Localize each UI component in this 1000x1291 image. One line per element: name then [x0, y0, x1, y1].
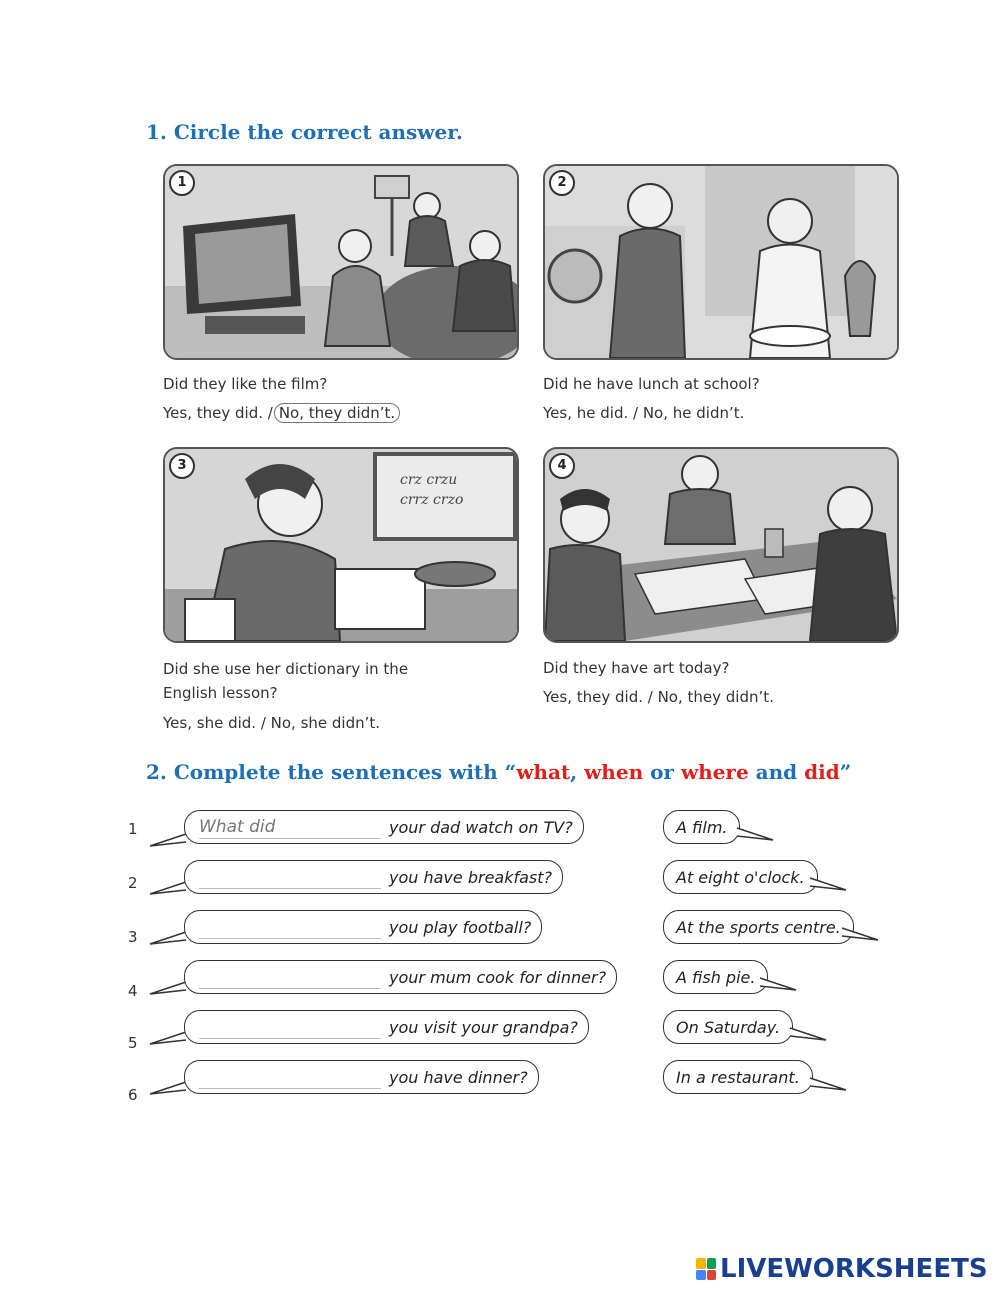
- speech-tail: [758, 976, 798, 994]
- question-text: you have dinner?: [389, 1067, 528, 1087]
- answer-text: A film.: [676, 817, 728, 837]
- panel-1-answer[interactable]: [163, 404, 400, 422]
- panel-2-answer[interactable]: Yes, he did. / No, he didn’t.: [543, 404, 745, 422]
- section-1-heading: 1. Circle the correct answer.: [146, 120, 463, 144]
- question-text: you play football?: [389, 917, 532, 937]
- illustration-panel-2: [543, 164, 899, 360]
- panel-2-question: Did he have lunch at school?: [543, 375, 760, 393]
- keyword-what: what: [516, 760, 571, 784]
- question-text: your dad watch on TV?: [389, 817, 573, 837]
- speech-tail: [735, 826, 775, 844]
- answer-blank[interactable]: What did: [199, 816, 381, 839]
- svg-text:crrz crzo: crrz crzo: [400, 492, 464, 508]
- row-number: 1: [128, 820, 138, 838]
- speech-tail: [788, 1026, 828, 1044]
- answer-bubble: [663, 910, 854, 944]
- section-2-heading: [146, 760, 851, 784]
- heading-close-quote: ”: [839, 760, 852, 784]
- logo-text: LIVEWORKSHEETS: [720, 1254, 988, 1284]
- illustration-panel-4: [543, 447, 899, 643]
- question-bubble: [184, 910, 542, 944]
- speech-tail: [148, 880, 188, 898]
- liveworksheets-logo: [696, 1254, 988, 1284]
- keyword-did: did: [804, 760, 840, 784]
- question-bubble: [184, 960, 617, 994]
- keyword-when: when: [584, 760, 644, 784]
- panel-1-answer-no-circled[interactable]: No, they didn’t.: [274, 403, 400, 423]
- illustration-panel-3: [163, 447, 519, 643]
- answer-blank[interactable]: [199, 966, 381, 989]
- question-text: you have breakfast?: [389, 867, 553, 887]
- panel-number-badge: 4: [549, 453, 575, 479]
- svg-text:crz crzu: crz crzu: [400, 472, 458, 488]
- row-number: 5: [128, 1034, 138, 1052]
- answer-bubble: [663, 1060, 813, 1094]
- panel-1-answer-yes[interactable]: Yes, they did. /: [163, 404, 273, 422]
- keyword-where: where: [680, 760, 749, 784]
- row-number: 3: [128, 928, 138, 946]
- speech-tail: [148, 980, 188, 998]
- panel-1-question: Did they like the film?: [163, 375, 328, 393]
- speech-tail: [808, 1076, 848, 1094]
- panel-number-badge: 1: [169, 170, 195, 196]
- art-class-illustration: [545, 449, 897, 641]
- panel-3-question-line2: English lesson?: [163, 684, 278, 702]
- tv-watching-illustration: [165, 166, 517, 358]
- panel-4-answer[interactable]: Yes, they did. / No, they didn’t.: [543, 688, 774, 706]
- answer-blank[interactable]: [199, 1016, 381, 1039]
- answer-text: At the sports centre.: [676, 917, 841, 937]
- answer-bubble: [663, 960, 768, 994]
- speech-tail: [840, 926, 880, 944]
- panel-3-question-line1: Did she use her dictionary in the: [163, 660, 409, 678]
- speech-tail: [148, 930, 188, 948]
- heading-comma: ,: [570, 760, 585, 784]
- answer-bubble: [663, 860, 818, 894]
- illustration-panel-1: [163, 164, 519, 360]
- answer-text: In a restaurant.: [676, 1067, 800, 1087]
- answer-text: A fish pie.: [676, 967, 756, 987]
- row-number: 6: [128, 1086, 138, 1104]
- answer-text: On Saturday.: [676, 1017, 781, 1037]
- answer-blank[interactable]: [199, 866, 381, 889]
- answer-bubble: [663, 810, 740, 844]
- question-bubble: [184, 810, 584, 844]
- dictionary-illustration: [165, 449, 517, 641]
- answer-text: At eight o'clock.: [676, 867, 805, 887]
- heading-prefix: 2. Complete the sentences with “: [146, 760, 517, 784]
- panel-number-badge: 2: [549, 170, 575, 196]
- speech-tail: [808, 876, 848, 894]
- question-bubble: [184, 860, 563, 894]
- row-number: 4: [128, 982, 138, 1000]
- panel-3-answer[interactable]: Yes, she did. / No, she didn’t.: [163, 714, 381, 732]
- heading-and: and: [748, 760, 805, 784]
- speech-tail: [148, 1030, 188, 1048]
- liveworksheets-icon: [696, 1258, 716, 1280]
- question-bubble: [184, 1060, 539, 1094]
- row-number: 2: [128, 874, 138, 892]
- speech-tail: [148, 832, 188, 850]
- question-text: you visit your grandpa?: [389, 1017, 578, 1037]
- heading-or: or: [643, 760, 681, 784]
- answer-bubble: [663, 1010, 793, 1044]
- question-text: your mum cook for dinner?: [389, 967, 607, 987]
- speech-tail: [148, 1080, 188, 1098]
- answer-blank[interactable]: [199, 916, 381, 939]
- question-bubble: [184, 1010, 589, 1044]
- lunch-illustration: [545, 166, 897, 358]
- panel-number-badge: 3: [169, 453, 195, 479]
- answer-blank[interactable]: [199, 1066, 381, 1089]
- panel-4-question: Did they have art today?: [543, 659, 730, 677]
